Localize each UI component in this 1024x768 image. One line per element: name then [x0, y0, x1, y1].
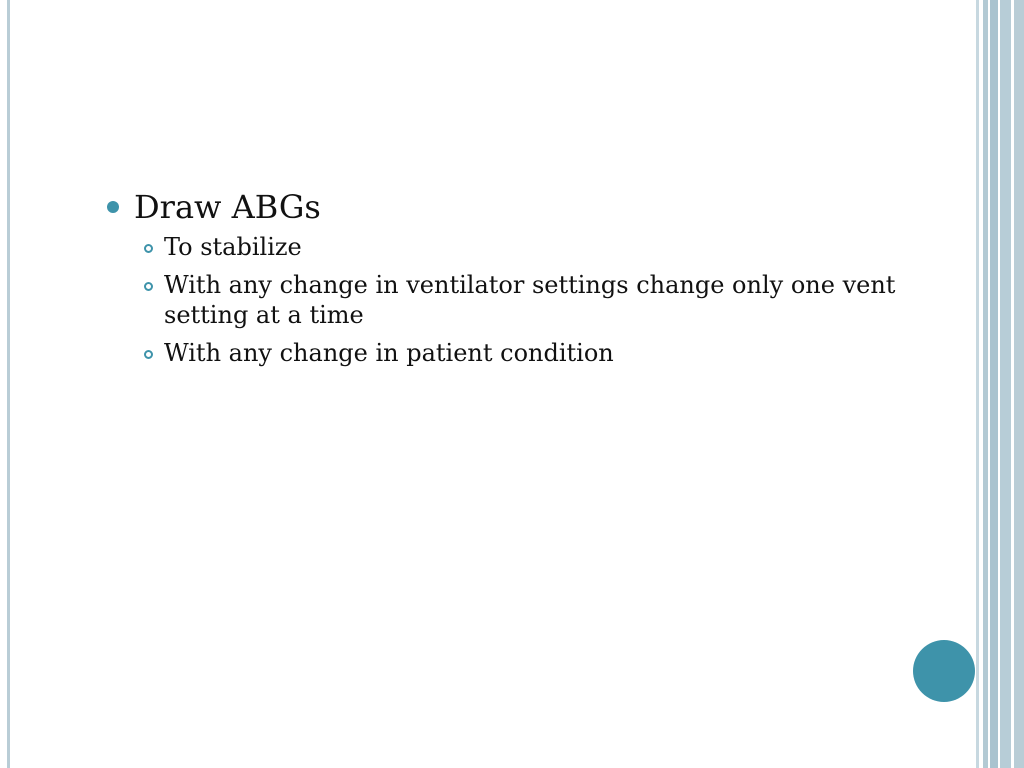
sub-bullet-list — [104, 232, 904, 368]
sub-bullet — [104, 338, 904, 368]
sub-bullet-text: To stabilize — [164, 233, 302, 261]
left-border-stripe — [0, 0, 7, 768]
slide-body — [104, 186, 904, 376]
decorative-circle — [913, 640, 975, 702]
ring-bullet-icon — [144, 244, 153, 253]
ring-bullet-icon — [144, 350, 153, 359]
right-border-stripe — [1014, 0, 1024, 768]
sub-bullet — [104, 232, 904, 262]
main-bullet — [104, 186, 904, 228]
right-border-stripe — [1000, 0, 1011, 768]
right-border-stripe — [990, 0, 998, 768]
sub-bullet-text: With any change in patient condition — [164, 339, 614, 367]
bullet-dot-icon — [107, 201, 119, 213]
ring-bullet-icon — [144, 282, 153, 291]
main-bullet-text: Draw ABGs — [134, 188, 321, 226]
sub-bullet — [104, 270, 904, 330]
left-border-line — [7, 0, 10, 768]
sub-bullet-text-continued: setting at a time — [164, 301, 364, 329]
sub-bullet-text: With any change in ventilator settings change only one vent — [164, 271, 896, 299]
